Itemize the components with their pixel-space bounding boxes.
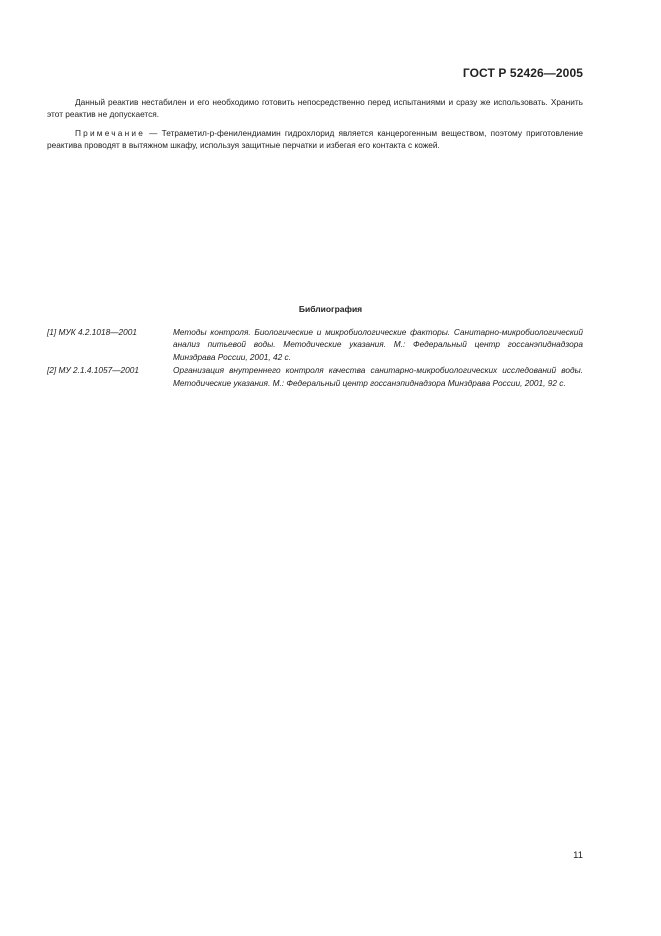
page-number: 11 [573, 850, 583, 861]
bibliography-list [47, 326, 583, 390]
paragraph-text: Данный реактив нестабилен и его необходимо готовить непосредственно перед испытаниями и сразу же использовать. Хранить этот реактив не допускается. [47, 97, 583, 120]
note-text: — Тетраметил-p-фенилендиамин гидрохлорид является канцерогенным веществом, поэтому приготовление реактива проводят в вытяжном шкафу, используя защитные перчатки и избегая его контакта с кожей. [47, 128, 583, 151]
bibliography-ref: [2] МУ 2.1.4.1057—2001 [47, 365, 140, 376]
paragraph-reagent-instability [47, 96, 583, 121]
bibliography-text: Организация внутреннего контроля качества санитарно-микробиологических исследований воды. Методические указания. М.: Федеральный центр госсанэпиднадзора Минздрава России, 2001, 92 с. [173, 365, 583, 388]
bibliography-entry [47, 326, 583, 363]
note-label: Примечание [75, 128, 146, 138]
document-code: ГОСТ Р 52426—2005 [462, 66, 583, 80]
bibliography-title: Библиография [298, 304, 363, 314]
bibliography-text: Методы контроля. Биологические и микробиологические факторы. Санитарно-микробиологический анализ питьевой воды. Методические указания. М.: Федеральный центр госсанэпиднадзора Минздрава России, 2001, 42 с. [173, 327, 583, 362]
note-paragraph [47, 127, 583, 152]
bibliography-entry [47, 364, 583, 389]
bibliography-ref: [1] МУК 4.2.1018—2001 [47, 327, 137, 337]
note-block [47, 127, 583, 152]
